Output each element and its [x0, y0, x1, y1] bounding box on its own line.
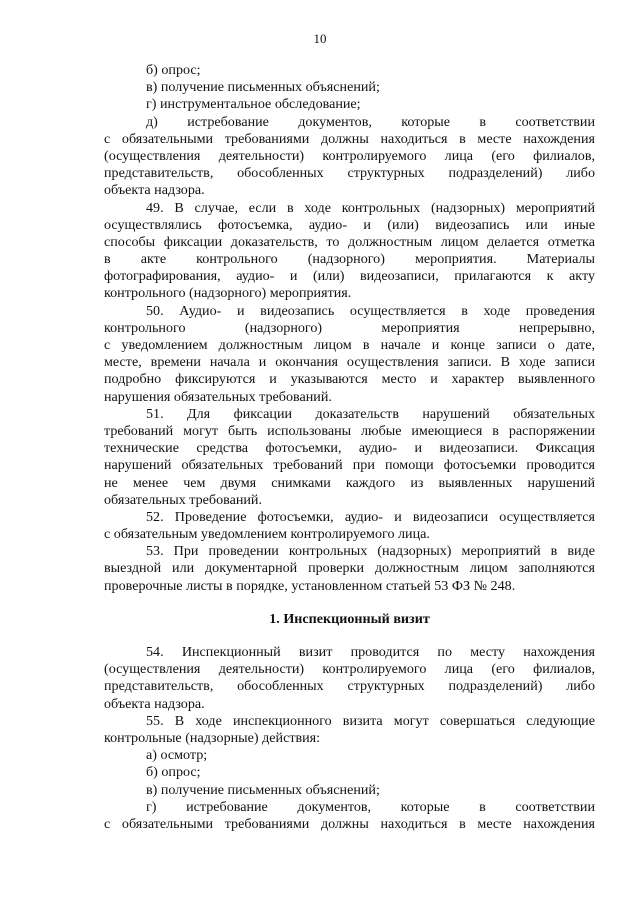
- text-line: требований могут быть использованы любые имеющиеся в распоряжении: [104, 422, 595, 439]
- text-line: г) инструментальное обследование;: [146, 96, 361, 113]
- text-line: месте, времени начала и окончания осуществления записи. В ходе записи: [104, 354, 595, 371]
- text-line: 49. В случае, если в ходе контрольных (надзорных) мероприятий: [146, 199, 595, 216]
- text-line: контрольного (надзорного) мероприятия непрерывно,: [104, 319, 595, 336]
- text-line: в акте контрольного (надзорного) мероприятия. Материалы: [104, 251, 595, 268]
- text-line: осуществлялись фотосъемка, аудио- и (или) видеозапись или иные: [104, 216, 595, 233]
- text-line: 55. В ходе инспекционного визита могут совершаться следующие: [146, 712, 595, 729]
- text-line: с обязательным уведомлением контролируемого лица.: [104, 526, 430, 543]
- text-line: проверочные листы в порядке, установленном статьей 53 ФЗ № 248.: [104, 577, 516, 594]
- text-line: г) истребование документов, которые в соответствии: [146, 798, 595, 815]
- text-line: контрольные (надзорные) действия:: [104, 729, 321, 746]
- text-line: объекта надзора.: [104, 182, 205, 199]
- text-line: представительств, обособленных структурных подразделений) либо: [104, 678, 595, 695]
- text-line: 54. Инспекционный визит проводится по месту нахождения: [146, 644, 595, 660]
- text-line: д) истребование документов, которые в соответствии: [146, 113, 595, 130]
- text-line: в) получение письменных объяснений;: [146, 781, 380, 798]
- text-line: не менее чем двумя снимками каждого из выявленных нарушений: [104, 474, 595, 491]
- text-line: объекта надзора.: [104, 695, 205, 712]
- text-line: б) опрос;: [146, 62, 201, 78]
- text-line: контрольного (надзорного) мероприятия.: [104, 285, 352, 302]
- text-line: представительств, обособленных структурных подразделений) либо: [104, 165, 595, 182]
- text-line: 52. Проведение фотосъемки, аудио- и видеозаписи осуществляется: [146, 508, 595, 525]
- text-block-2: [104, 644, 595, 833]
- text-line: а) осмотр;: [146, 747, 208, 764]
- page-number: 10: [313, 31, 327, 46]
- spacer: [104, 628, 595, 644]
- text-line: нарушений обязательных требований при помощи фотосъемки проводится: [104, 457, 595, 474]
- text-line: в) получение письменных объяснений;: [146, 79, 380, 96]
- text-line: нарушения обязательных требований.: [104, 388, 332, 405]
- text-line: технические средства фотосъемки, аудио- и видеозаписи. Фиксация: [104, 440, 595, 457]
- spacer: [104, 595, 595, 611]
- text-line: подробно фиксируются и указываются место и характер выявленного: [104, 371, 595, 388]
- text-line: 50. Аудио- и видеозапись осуществляется в ходе проведения: [146, 302, 595, 319]
- text-line: фотографирования, аудио- и (или) видеозаписи, прилагаются к акту: [104, 268, 595, 285]
- text-line: (осуществления деятельности) контролируемого лица (его филиалов,: [104, 661, 595, 678]
- text-line: с уведомлением должностным лицом в начале и конце записи о дате,: [104, 337, 595, 353]
- text-line: способы фиксации доказательств, то должностным лицом делается отметка: [104, 233, 595, 250]
- text-line: (осуществления деятельности) контролируемого лица (его филиалов,: [104, 147, 595, 164]
- text-line: б) опрос;: [146, 764, 201, 781]
- text-block-1: [104, 62, 595, 595]
- text-line: 53. При проведении контрольных (надзорных) мероприятий в виде: [146, 543, 595, 560]
- text-line: выездной или документарной проверки должностным лицом заполняются: [104, 560, 595, 577]
- text-line: с обязательными требованиями должны находиться в месте нахождения: [104, 815, 595, 832]
- text-line: 51. Для фиксации доказательств нарушений обязательных: [146, 405, 595, 422]
- section-heading: 1. Инспекционный визит: [269, 610, 430, 627]
- text-line: с обязательными требованиями должны находиться в месте нахождения: [104, 130, 595, 147]
- text-line: обязательных требований.: [104, 491, 262, 508]
- document-body: [104, 62, 595, 833]
